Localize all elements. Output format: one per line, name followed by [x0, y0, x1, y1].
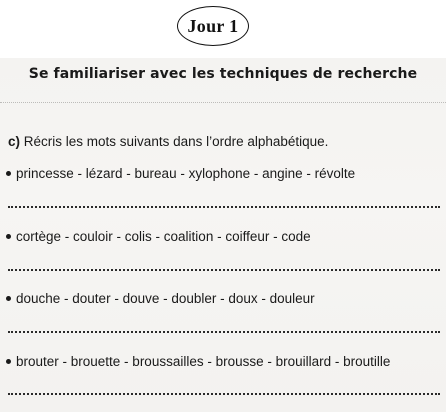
answer-line[interactable] [8, 393, 440, 395]
day-badge [177, 6, 249, 46]
list-item [6, 229, 311, 244]
list-item [6, 166, 355, 181]
word-list: douche - douter - douve - doubler - doux - douleur [16, 291, 315, 306]
exercise-letter: c) [8, 134, 21, 149]
exercise-instruction [8, 134, 328, 149]
day-label: Jour 1 [187, 15, 239, 36]
bullet-icon [6, 296, 11, 301]
bullet-icon [6, 171, 11, 176]
answer-line[interactable] [8, 269, 440, 271]
word-list: princesse - lézard - bureau - xylophone - angine - révolte [16, 166, 356, 181]
bullet-icon [6, 234, 11, 239]
divider [0, 102, 446, 104]
list-item [6, 354, 390, 369]
list-item [6, 291, 315, 306]
exercise-text: Récris les mots suivants dans l’ordre alphabétique. [23, 134, 329, 149]
page-title: Se familiariser avec les techniques de recherche [28, 66, 418, 82]
answer-line[interactable] [8, 331, 440, 333]
word-list: brouter - brouette - broussailles - brousse - brouillard - broutille [16, 354, 391, 369]
bullet-icon [6, 359, 11, 364]
answer-line[interactable] [8, 206, 440, 208]
word-list: cortège - couloir - colis - coalition - coiffeur - code [16, 229, 311, 244]
